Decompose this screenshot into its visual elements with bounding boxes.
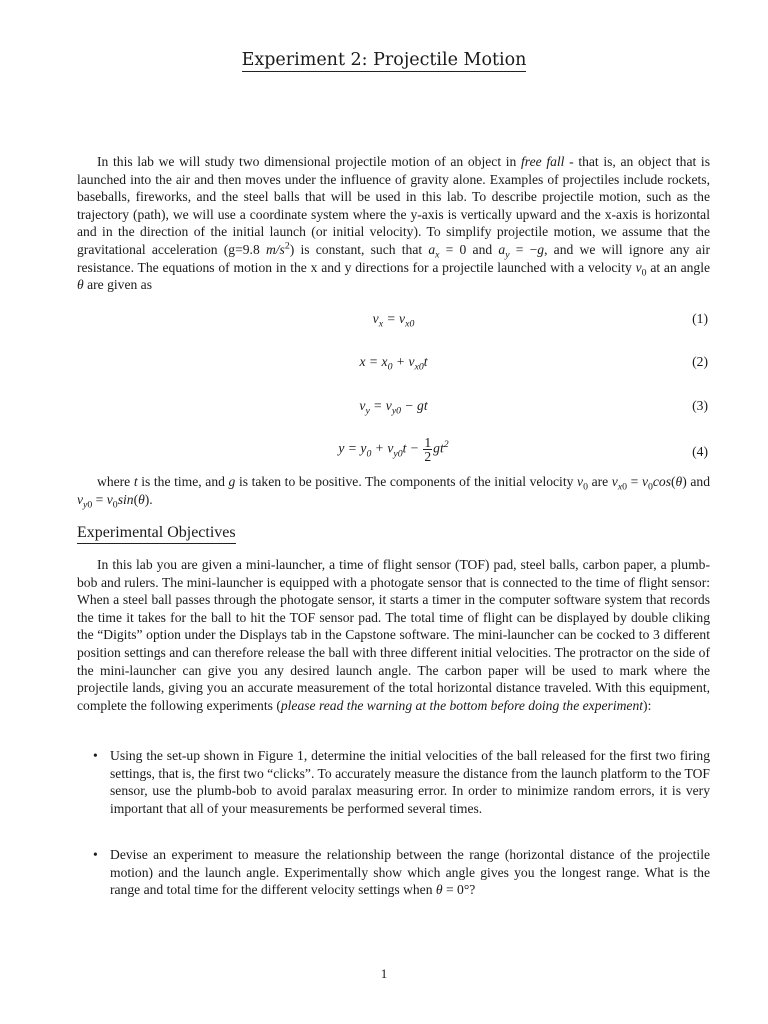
equation-4: $y = y_0 + v_{y0}t$ − $\frac{1}{2}$ $gt^2$ (4)	[338, 435, 708, 464]
where-text-c: is taken to be positive. The components of the initial velocity	[235, 474, 578, 489]
bullet-text: Devise an experiment to measure the relationship between the range (horizontal distance of the projectile motion) and the launch angle. Experimentally show which angle gives you the longest range. What is the range and total time for the different velocity settings when	[110, 847, 710, 898]
equation-number: (1)	[692, 311, 708, 326]
page-title	[0, 50, 768, 70]
intro-text-6: are given as	[83, 277, 153, 293]
bullet-icon: •	[93, 847, 98, 862]
where-text-d: are	[587, 474, 612, 489]
bullet-text: Using the set-up shown in Figure 1, determine the initial velocities of the ball released for the first two firing settings, that is, the first two “clicks”. To accurately measure the distance from the launch platform to the TOF sensor, use the plumb-bob to avoid paralax measuring error. In order to minimize random errors, it is very important that all of your measurements be performed several times.	[110, 748, 710, 816]
equation-number: (4)	[692, 444, 708, 459]
intro-text-1: In this lab we will study two dimensional projectile motion of an object in	[97, 154, 522, 169]
bullet-text-wrapper: Devise an experiment to measure the relationship between the range (horizontal distance of the projectile motion) and the launch angle. Experimentally show which angle gives you the longest range. What is the range and total time for the different velocity settings when θ = 0°?	[110, 847, 710, 898]
bullet-icon: •	[93, 748, 98, 763]
equation-number: (2)	[692, 354, 708, 369]
objectives-text: In this lab you are given a mini-launcher, a time of flight sensor (TOF) pad, steel balls, carbon paper, a plumb-bob and rulers. The mini-launcher is equipped with a photogate sensor that is connected to the time of flight sensor: When a steel ball passes through the photogate sensor, it starts a timer in the computer software system that records the time it takes for the ball to hit the TOF sensor pad. The total time of flight can be displayed by double cliking the “Digits” option under the Displays tab in the Capstone software. The mini-launcher can be cocked to 3 different position settings and can therefore release the ball with three different initial velocities. The protractor on the side of the mini-launcher can give you any desired launch angle. The carbon paper will be used to mark where the projectile lands, giving you an accurate measurement of the total horizontal distance traveled. With this equipment, complete the following experiments (	[77, 557, 710, 713]
where-text-e: and	[686, 474, 711, 489]
where-text-a: where	[97, 474, 134, 489]
intro-text-3: ) is constant, such that	[289, 241, 429, 257]
where-text-b: is the time, and	[137, 474, 229, 489]
title-text: Experiment 2: Projectile Motion	[241, 50, 527, 70]
equation-1: $v_x = v_{x0}$ (1)	[372, 311, 708, 330]
intro-text-2: - that is, an object that is launched into the air and then moves under the influence of gravity alone. Examples of projectiles include rockets, baseballs, fireworks, and the steel balls that will be used in this lab. To describe projectile motion, such as the trajectory (path), we will use a coordinate system where the y-axis is vertically upward and the x-axis is horizontal and in the direction of the initial launch (or initial velocity). To simplify projectile motion, we assume that the gravitational acceleration (g=9.8	[77, 154, 711, 257]
equation-3: $v_y = v_{y0}$ − gt (3)	[359, 398, 708, 417]
equation-number: (3)	[692, 398, 708, 413]
intro-italic-free-fall: free fall	[521, 154, 565, 169]
section-heading: Experimental Objectives	[77, 524, 236, 544]
gravity-unit: m/s	[265, 241, 285, 257]
list-item	[93, 747, 710, 817]
intro-text-4: , and we will ignore any air resistance. The equations of motion in the x and y directions for a projectile launched with a velocity	[77, 241, 711, 275]
where-paragraph: where t is the time, and g is taken to be positive. The components of the initial velocity $v_0$ are $v_{x0} = v_0\cos(\theta)$ and $v_{y0} = v_0\sin(\theta)$.	[77, 474, 711, 511]
objectives-text-end: ):	[643, 697, 652, 713]
objectives-warning-italic: please read the warning at the bottom before doing the experiment	[280, 697, 644, 713]
intro-paragraph: In this lab we will study two dimensional projectile motion of an object in free fall - that is, an object that is launched into the air and then moves under the influence of gravity alone. Examples of projectiles include rockets, baseballs, fireworks, and the steel balls that will be used in this lab. To describe projectile motion, such as the trajectory (path), we will use a coordinate system where the y-axis is vertically upward and the x-axis is horizontal and in the direction of the initial launch (or initial velocity). To simplify projectile motion, we assume that the gravitational acceleration (g=9.8 $m/s^2$) is constant, such that $a_x = 0$ and $a_y = -g$, and we will ignore any air resistance. The equations of motion in the x and y directions for a projectile launched with a velocity $v_0$ at an angle θ are given as	[77, 154, 711, 293]
bullet-text-end: ?	[469, 882, 476, 898]
equation-2: $x = x_0 + v_{x0}t$ (2)	[359, 354, 708, 373]
objectives-paragraph	[77, 556, 710, 714]
page-number: 1	[380, 966, 388, 981]
intro-text-5: at an angle	[646, 259, 711, 275]
list-item	[93, 846, 710, 899]
